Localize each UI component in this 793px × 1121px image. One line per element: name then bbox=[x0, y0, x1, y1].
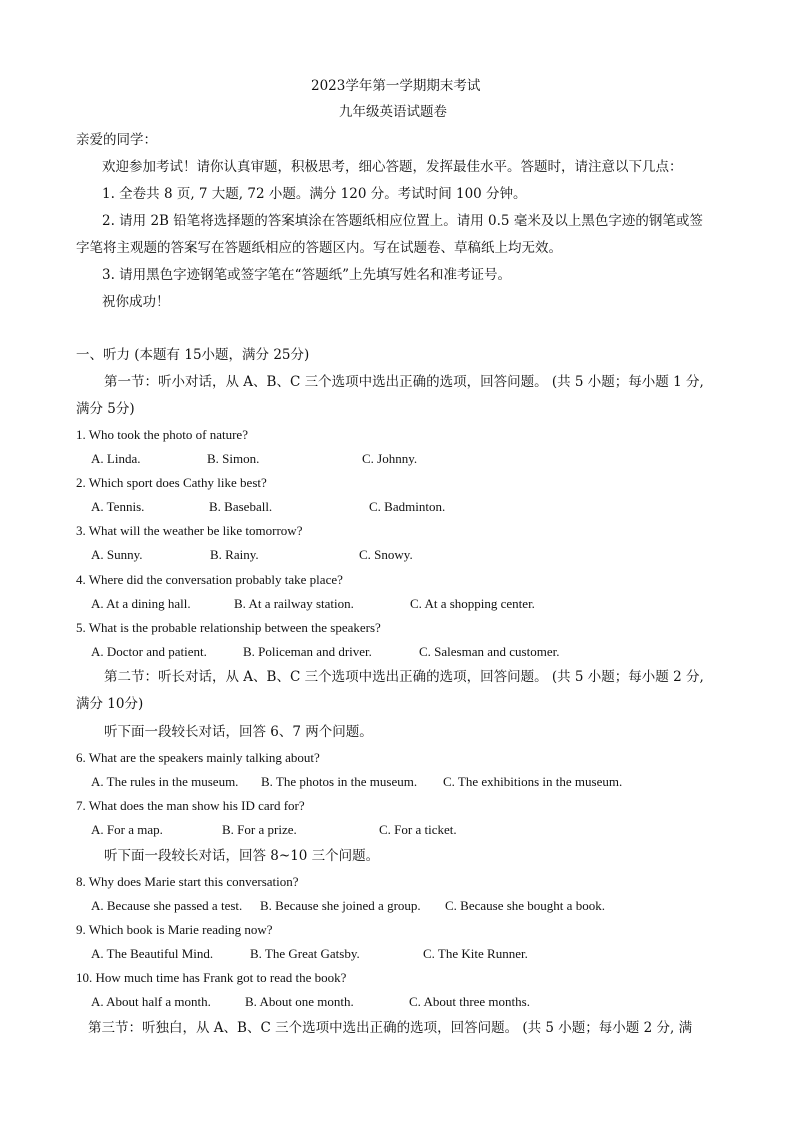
rule-1: 1. 全卷共 8 页, 7 大题, 72 小题。满分 120 分。考试时间 100 分钟。 bbox=[102, 186, 527, 202]
q9-option-a: A. The Beautiful Mind. bbox=[91, 946, 214, 961]
q6-option-a: A. The rules in the museum. bbox=[91, 774, 239, 789]
question-9: 9. Which book is Marie reading now? bbox=[76, 922, 273, 937]
q10-option-c: C. About three months. bbox=[409, 994, 530, 1009]
q3-option-b: B. Rainy. bbox=[210, 547, 259, 562]
question-6: 6. What are the speakers mainly talking about? bbox=[76, 750, 320, 765]
welcome-text: 欢迎参加考试！请你认真审题，积极思考，细心答题，发挥最佳水平。答题时，请注意以下几点： bbox=[102, 159, 683, 175]
question-4: 4. Where did the conversation probably take place? bbox=[76, 572, 343, 587]
question-5: 5. What is the probable relationship between the speakers? bbox=[76, 620, 381, 635]
q6-option-b: B. The photos in the museum. bbox=[261, 774, 418, 789]
q7-option-b: B. For a prize. bbox=[222, 822, 297, 837]
q10-option-a: A. About half a month. bbox=[91, 994, 211, 1009]
rule-2-line-1: 2. 请用 2B 铅笔将选择题的答案填涂在答题纸相应位置上。请用 0.5 毫米及以上黑色字迹的钢笔或签 bbox=[102, 213, 703, 229]
q8-option-b: B. Because she joined a group. bbox=[260, 898, 421, 913]
q3-option-a: A. Sunny. bbox=[91, 547, 143, 562]
q4-option-b: B. At a railway station. bbox=[234, 596, 354, 611]
part-2-instruction-cont: 满分 10分) bbox=[76, 696, 144, 712]
part-2-instruction: 第二节：听长对话，从 A、B、C 三个选项中选出正确的选项，回答问题。 (共 5 小题；每小题 2 分, bbox=[104, 669, 704, 685]
good-luck: 祝你成功！ bbox=[102, 294, 170, 310]
q7-option-c: C. For a ticket. bbox=[379, 822, 457, 837]
rule-2-line-2: 字笔将主观题的答案写在答题纸相应的答题区内。写在试题卷、草稿纸上均无效。 bbox=[76, 240, 562, 256]
q1-option-c: C. Johnny. bbox=[362, 451, 418, 466]
question-10: 10. How much time has Frank got to read the book? bbox=[76, 970, 347, 985]
q8-option-c: C. Because she bought a book. bbox=[445, 898, 605, 913]
q2-option-a: A. Tennis. bbox=[91, 499, 145, 514]
question-2: 2. Which sport does Cathy like best? bbox=[76, 475, 267, 490]
section-heading: 一、听力 (本题有 15小题，满分 25分) bbox=[76, 347, 310, 363]
q6-option-c: C. The exhibitions in the museum. bbox=[443, 774, 623, 789]
q5-option-a: A. Doctor and patient. bbox=[91, 644, 207, 659]
q7-option-a: A. For a map. bbox=[91, 822, 163, 837]
listen-note-6-7: 听下面一段较长对话，回答 6、7 两个问题。 bbox=[104, 724, 373, 740]
q2-option-b: B. Baseball. bbox=[209, 499, 273, 514]
q4-option-a: A. At a dining hall. bbox=[91, 596, 191, 611]
listen-note-8-10: 听下面一段较长对话，回答 8~10 三个问题。 bbox=[104, 848, 380, 864]
q5-option-c: C. Salesman and customer. bbox=[419, 644, 560, 659]
q2-option-c: C. Badminton. bbox=[369, 499, 446, 514]
q8-option-a: A. Because she passed a test. bbox=[91, 898, 243, 913]
q1-option-b: B. Simon. bbox=[207, 451, 260, 466]
part-1-instruction: 第一节：听小对话，从 A、B、C 三个选项中选出正确的选项，回答问题。 (共 5 小题；每小题 1 分, bbox=[104, 374, 704, 390]
rule-3: 3. 请用黑色字迹钢笔或签字笔在“答题纸”上先填写姓名和准考证号。 bbox=[102, 267, 511, 283]
q4-option-c: C. At a shopping center. bbox=[410, 596, 535, 611]
q9-option-c: C. The Kite Runner. bbox=[423, 946, 528, 961]
q1-option-a: A. Linda. bbox=[91, 451, 141, 466]
q10-option-b: B. About one month. bbox=[245, 994, 354, 1009]
greeting: 亲爱的同学： bbox=[76, 132, 157, 148]
q3-option-c: C. Snowy. bbox=[359, 547, 413, 562]
question-1: 1. Who took the photo of nature? bbox=[76, 427, 248, 442]
q9-option-b: B. The Great Gatsby. bbox=[250, 946, 360, 961]
exam-title: 2023学年第一学期期末考试 bbox=[311, 78, 481, 94]
question-8: 8. Why does Marie start this conversation? bbox=[76, 874, 299, 889]
part-1-instruction-cont: 满分 5分) bbox=[76, 401, 135, 417]
question-7: 7. What does the man show his ID card for? bbox=[76, 798, 305, 813]
exam-subtitle: 九年级英语试题卷 bbox=[339, 104, 447, 120]
part-3-instruction: 第三节：听独白，从 A、B、C 三个选项中选出正确的选项，回答问题。 (共 5 小题；每小题 2 分, 满 bbox=[88, 1020, 693, 1036]
q5-option-b: B. Policeman and driver. bbox=[243, 644, 372, 659]
question-3: 3. What will the weather be like tomorrow? bbox=[76, 523, 303, 538]
